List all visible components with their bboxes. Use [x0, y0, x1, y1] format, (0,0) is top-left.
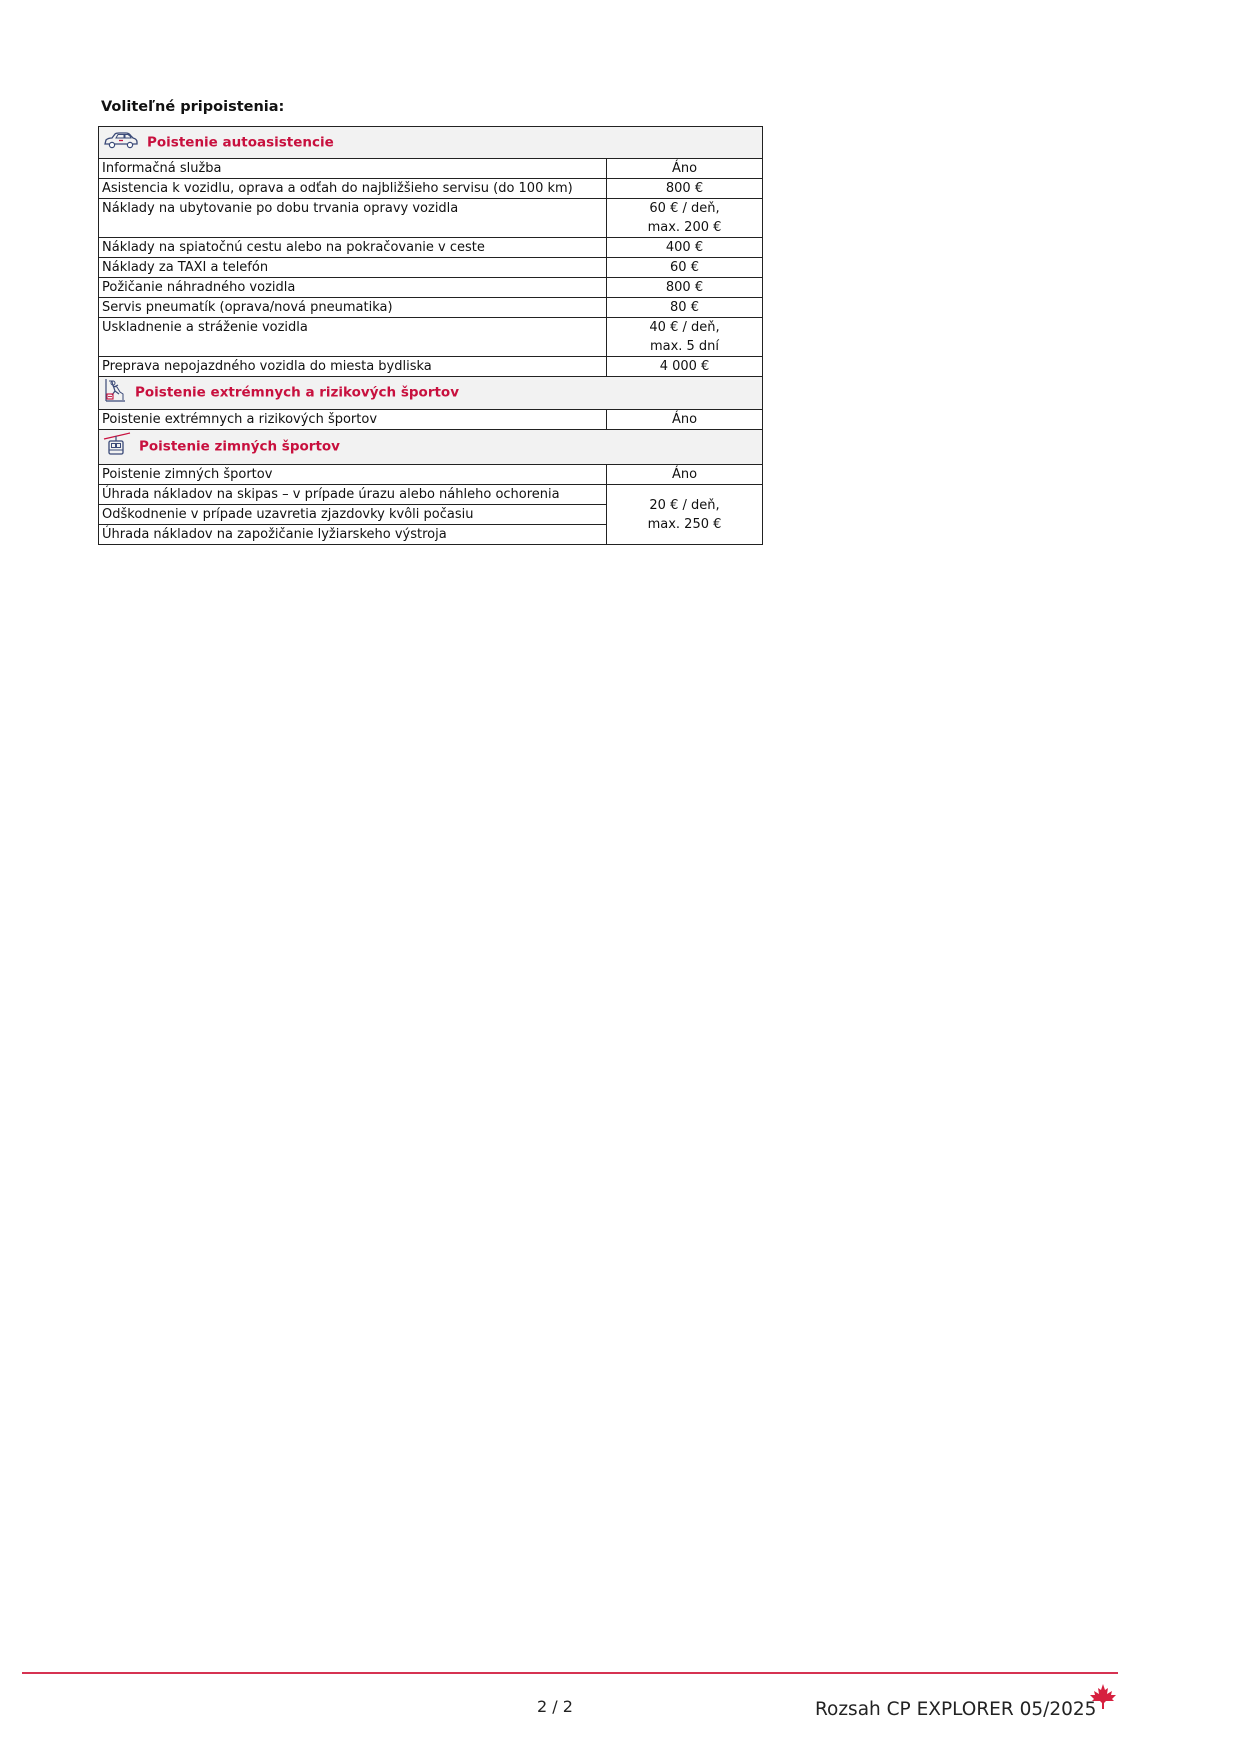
value-line: max. 5 dní [649, 339, 720, 354]
table-row [99, 238, 763, 258]
section-title: Poistenie autoasistencie [147, 134, 334, 150]
row-label: Náklady za TAXI a telefón [99, 258, 607, 278]
value-line: 40 € / deň, [649, 320, 720, 335]
climber-icon [103, 377, 127, 409]
row-label: Poistenie zimných športov [99, 465, 607, 485]
optional-insurance-heading: Voliteľné pripoistenia: [101, 99, 285, 115]
row-label: Úhrada nákladov na skipas – v prípade úrazu alebo náhleho ochorenia [99, 485, 607, 505]
maple-leaf-logo-icon [1088, 1682, 1118, 1716]
table-row [99, 357, 763, 377]
row-value [607, 199, 763, 238]
value-line: 20 € / deň, [649, 497, 720, 513]
table-row [99, 159, 763, 179]
row-value: 800 € [607, 278, 763, 298]
table-row [99, 410, 763, 430]
row-value: 80 € [607, 298, 763, 318]
row-value: Áno [607, 410, 763, 430]
table-row [99, 179, 763, 199]
section-header-autoassistance [99, 127, 763, 159]
coverage-table [98, 126, 763, 545]
row-label: Náklady na ubytovanie po dobu trvania opravy vozidla [99, 199, 607, 238]
row-label: Náklady na spiatočnú cestu alebo na pokračovanie v ceste [99, 238, 607, 258]
row-value: 800 € [607, 179, 763, 199]
row-value: 400 € [607, 238, 763, 258]
merged-value [607, 485, 763, 545]
table-row [99, 199, 763, 238]
table-row [99, 278, 763, 298]
row-label: Poistenie extrémnych a rizikových športov [99, 410, 607, 430]
footer-divider [22, 1672, 1118, 1674]
car-icon [103, 131, 139, 155]
section-title: Poistenie extrémnych a rizikových športov [135, 384, 459, 401]
row-value [607, 318, 763, 357]
row-label: Úhrada nákladov na zapožičanie lyžiarskeho výstroja [99, 525, 607, 545]
table-row [99, 465, 763, 485]
table-row [99, 485, 763, 505]
value-line: 60 € / deň, [649, 201, 720, 216]
table-row [99, 258, 763, 278]
page-number: 2 / 2 [537, 1697, 573, 1716]
ski-lift-icon [103, 431, 131, 463]
row-label: Požičanie náhradného vozidla [99, 278, 607, 298]
value-line: max. 200 € [647, 220, 722, 235]
row-label: Preprava nepojazdného vozidla do miesta bydliska [99, 357, 607, 377]
table-row [99, 298, 763, 318]
row-value: Áno [607, 465, 763, 485]
row-value: Áno [607, 159, 763, 179]
row-value: 60 € [607, 258, 763, 278]
row-label: Asistencia k vozidlu, oprava a odťah do najbližšieho servisu (do 100 km) [99, 179, 607, 199]
row-value: 4 000 € [607, 357, 763, 377]
value-line: max. 250 € [647, 516, 722, 532]
document-title: Rozsah CP EXPLORER 05/2025 [815, 1699, 1097, 1720]
row-label: Servis pneumatík (oprava/nová pneumatika) [99, 298, 607, 318]
section-title: Poistenie zimných športov [139, 438, 340, 455]
section-header-winter-sports [99, 430, 763, 465]
row-label: Uskladnenie a stráženie vozidla [99, 318, 607, 357]
row-label: Odškodnenie v prípade uzavretia zjazdovky kvôli počasiu [99, 505, 607, 525]
section-header-extreme-sports [99, 377, 763, 410]
table-row [99, 318, 763, 357]
row-label: Informačná služba [99, 159, 607, 179]
